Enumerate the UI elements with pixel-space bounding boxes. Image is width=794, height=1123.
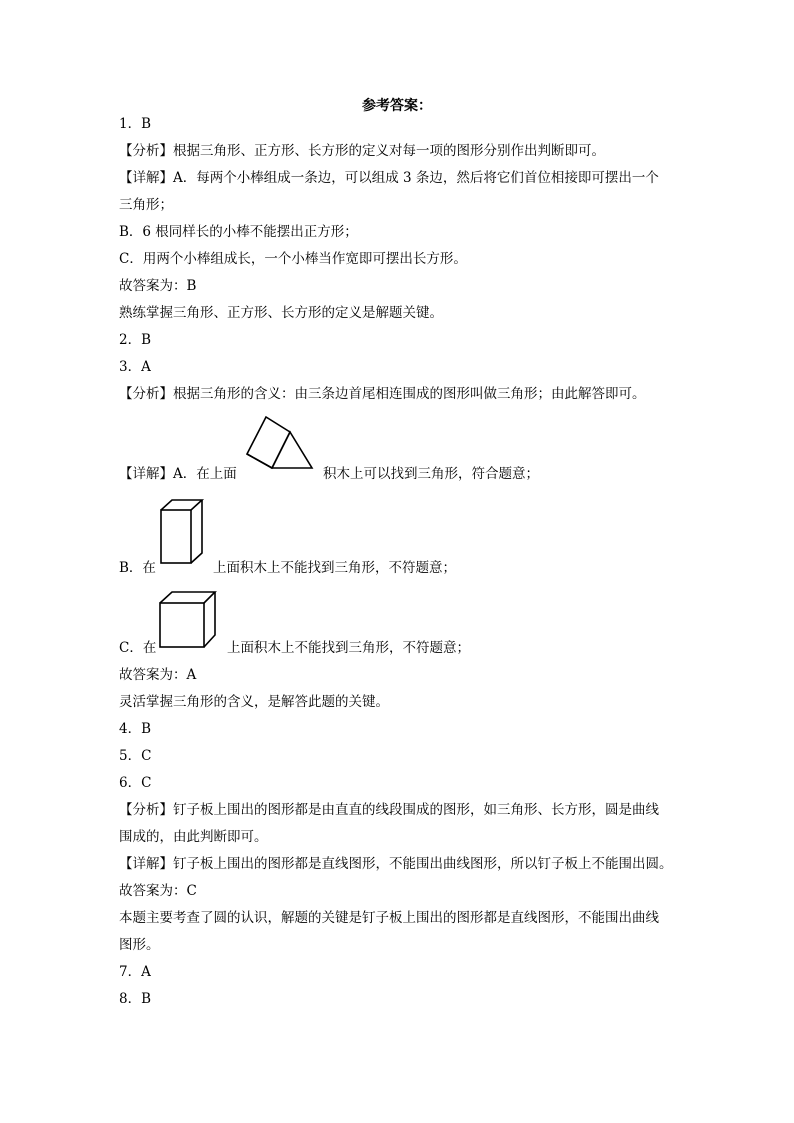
answer-2: 2．B [119,332,152,348]
detail-1-c: C．用两个小棒组成长，一个小棒当作宽即可摆出长方形。 [119,251,467,267]
comment-1: 熟练掌握三角形、正方形、长方形的定义是解题关键。 [119,305,443,321]
cuboid-icon [158,498,206,566]
detail-3-a-text: 积木上可以找到三角形，符合题意； [323,466,539,482]
triangular-prism-icon [244,414,316,472]
conclusion-1: 故答案为：B [119,278,197,294]
detail-1: 【详解】A．每两个小棒组成一条边，可以组成 3 条边，然后将它们首位相接即可摆出一个 [119,170,659,186]
detail-1-cont: 三角形； [119,197,173,213]
conclusion-6: 故答案为：C [119,883,197,899]
analysis-1: 【分析】根据三角形、正方形、长方形的定义对每一项的图形分别作出判断即可。 [119,143,605,159]
answer-1: 1．B [119,116,152,132]
answer-7: 7．A [119,964,151,980]
comment-6-cont: 图形。 [119,937,160,953]
comment-6: 本题主要考查了圆的认识，解题的关键是钉子板上围出的图形都是直线图形，不能围出曲线 [119,910,659,926]
detail-3-a-label: 【详解】A．在上面 [119,466,237,482]
answer-4: 4．B [119,721,152,737]
answer-6: 6．C [119,775,152,791]
detail-1-b: B．6 根同样长的小棒不能摆出正方形； [119,224,358,240]
answer-8: 8．B [119,991,152,1007]
cube-icon [157,589,219,651]
detail-6: 【详解】钉子板上围出的图形都是直线图形，不能围出曲线图形，所以钉子板上不能围出圆。 [119,856,673,872]
analysis-3: 【分析】根据三角形的含义：由三条边首尾相连围成的图形叫做三角形；由此解答即可。 [119,386,646,402]
page-title: 参考答案： [362,98,432,114]
answer-3: 3．A [119,359,151,375]
answer-5: 5．C [119,748,152,764]
detail-3-c-text: 上面积木上不能找到三角形，不符题意； [227,640,470,656]
detail-3-b-label: B．在 [119,560,156,576]
detail-3-c-label: C．在 [119,640,157,656]
detail-3-b-text: 上面积木上不能找到三角形，不符题意； [213,560,456,576]
comment-3: 灵活掌握三角形的含义，是解答此题的关键。 [119,694,389,710]
conclusion-3: 故答案为：A [119,667,197,683]
analysis-6-cont: 围成的，由此判断即可。 [119,829,268,845]
analysis-6: 【分析】钉子板上围出的图形都是由直直的线段围成的图形，如三角形、长方形，圆是曲线 [119,802,659,818]
